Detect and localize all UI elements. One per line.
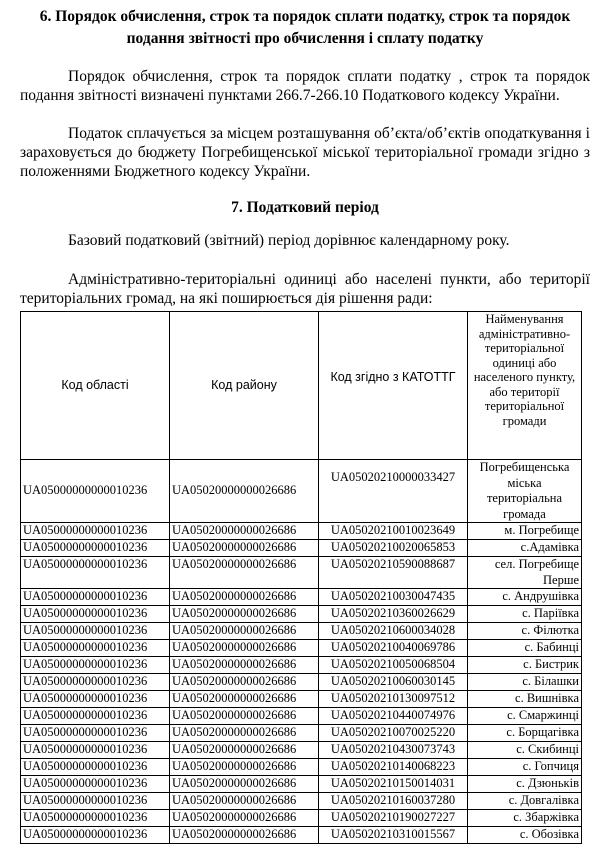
oblast-code-cell: UA05000000000010236 bbox=[21, 708, 170, 725]
katottg-code-cell: UA05020210440074976 bbox=[319, 708, 468, 725]
rayon-code-cell: UA05020000000026686 bbox=[170, 793, 319, 810]
territory-name-cell: с. Андрушівка bbox=[468, 589, 582, 606]
table-row bbox=[21, 776, 582, 793]
rayon-code-cell: UA05020000000026686 bbox=[170, 708, 319, 725]
table-row bbox=[21, 708, 582, 725]
territory-name-cell: с. Гопчиця bbox=[468, 759, 582, 776]
table-row bbox=[21, 793, 582, 810]
oblast-code-cell: UA05000000000010236 bbox=[21, 827, 170, 844]
katottg-code-cell: UA05020210360026629 bbox=[319, 606, 468, 623]
territory-name-cell: м. Погребище bbox=[468, 523, 582, 540]
territory-name-cell: с. Білашки bbox=[468, 674, 582, 691]
oblast-code-cell: UA05000000000010236 bbox=[21, 523, 170, 540]
oblast-code-cell: UA05000000000010236 bbox=[21, 460, 170, 523]
table-row bbox=[21, 810, 582, 827]
rayon-code-cell: UA05020000000026686 bbox=[170, 742, 319, 759]
table-row bbox=[21, 657, 582, 674]
section6-heading-line1: 6. Порядок обчислення, строк та порядок сплати податку, строк та порядок bbox=[39, 8, 571, 25]
rayon-code-cell: UA05020000000026686 bbox=[170, 623, 319, 640]
territory-name-cell: с. Довгалівка bbox=[468, 793, 582, 810]
oblast-code-cell: UA05000000000010236 bbox=[21, 657, 170, 674]
section7-heading: 7. Податковий період bbox=[231, 199, 379, 216]
table-row bbox=[21, 623, 582, 640]
section6-heading-line2: подання звітності про обчислення і сплату податку bbox=[126, 30, 484, 47]
rayon-code-cell: UA05020000000026686 bbox=[170, 557, 319, 589]
rayon-code-cell: UA05020000000026686 bbox=[170, 691, 319, 708]
table-row bbox=[21, 589, 582, 606]
rayon-code-cell: UA05020000000026686 bbox=[170, 606, 319, 623]
table-row bbox=[21, 523, 582, 540]
header-rayon-code: Код району bbox=[170, 312, 319, 460]
table-row bbox=[21, 691, 582, 708]
oblast-code-cell: UA05000000000010236 bbox=[21, 557, 170, 589]
territory-name-cell: с. Обозівка bbox=[468, 827, 582, 844]
oblast-code-cell: UA05000000000010236 bbox=[21, 540, 170, 557]
table-row bbox=[21, 742, 582, 759]
oblast-code-cell: UA05000000000010236 bbox=[21, 623, 170, 640]
territory-name-cell: с. Паріївка bbox=[468, 606, 582, 623]
katottg-code-cell: UA05020210030047435 bbox=[319, 589, 468, 606]
table-row bbox=[21, 725, 582, 742]
katottg-code-cell: UA05020210430073743 bbox=[319, 742, 468, 759]
rayon-code-cell: UA05020000000026686 bbox=[170, 827, 319, 844]
territory-name-cell: с. Збаржівка bbox=[468, 810, 582, 827]
table-row bbox=[21, 557, 582, 589]
katottg-code-cell: UA05020210590088687 bbox=[319, 557, 468, 589]
katottg-code-cell: UA05020210600034028 bbox=[319, 623, 468, 640]
header-oblast-code: Код області bbox=[21, 312, 170, 460]
rayon-code-cell: UA05020000000026686 bbox=[170, 776, 319, 793]
katottg-code-cell: UA05020210000033427 bbox=[319, 460, 468, 523]
header-katottg-code: Код згідно з КАТОТТГ bbox=[319, 312, 468, 460]
rayon-code-cell: UA05020000000026686 bbox=[170, 674, 319, 691]
territories-table bbox=[20, 311, 582, 844]
territory-name-cell: Погребищенська міська територіальна громада bbox=[468, 460, 582, 523]
territory-name-cell: с. Дзюньків bbox=[468, 776, 582, 793]
table-row bbox=[21, 460, 582, 523]
section6-paragraph-2: Податок сплачується за місцем розташування об’єкта/об’єктів оподаткування і зараховується до бюджету Погребищенської міської територіальної громади згідно з положеннями Бюджетного кодексу України. bbox=[20, 125, 590, 180]
rayon-code-cell: UA05020000000026686 bbox=[170, 657, 319, 674]
table-body bbox=[21, 460, 582, 844]
katottg-code-cell: UA05020210050068504 bbox=[319, 657, 468, 674]
rayon-code-cell: UA05020000000026686 bbox=[170, 523, 319, 540]
rayon-code-cell: UA05020000000026686 bbox=[170, 725, 319, 742]
table-row bbox=[21, 827, 582, 844]
oblast-code-cell: UA05000000000010236 bbox=[21, 674, 170, 691]
section7-paragraph-2: Адміністративно-територіальні одиниці або населені пункти, або території територіальних громад, на які поширюється дія рішення ради: bbox=[20, 271, 590, 307]
rayon-code-cell: UA05020000000026686 bbox=[170, 810, 319, 827]
territory-name-cell: с. Смаржинці bbox=[468, 708, 582, 725]
oblast-code-cell: UA05000000000010236 bbox=[21, 742, 170, 759]
header-territory-name: Найменування адміністративно-територіальної одиниці або населеного пункту, або території територіальної громади bbox=[468, 312, 582, 460]
oblast-code-cell: UA05000000000010236 bbox=[21, 640, 170, 657]
oblast-code-cell: UA05000000000010236 bbox=[21, 691, 170, 708]
oblast-code-cell: UA05000000000010236 bbox=[21, 725, 170, 742]
katottg-code-cell: UA05020210020065853 bbox=[319, 540, 468, 557]
territory-name-cell: с. Скибинці bbox=[468, 742, 582, 759]
territory-name-cell: сел. Погребище Перше bbox=[468, 557, 582, 589]
oblast-code-cell: UA05000000000010236 bbox=[21, 759, 170, 776]
table-row bbox=[21, 640, 582, 657]
katottg-code-cell: UA05020210040069786 bbox=[319, 640, 468, 657]
section6-paragraph-1: Порядок обчислення, строк та порядок сплати податку , строк та порядок подання звітності визначені пунктами 266.7-266.10 Податкового кодексу України. bbox=[20, 68, 590, 104]
oblast-code-cell: UA05000000000010236 bbox=[21, 606, 170, 623]
oblast-code-cell: UA05000000000010236 bbox=[21, 776, 170, 793]
oblast-code-cell: UA05000000000010236 bbox=[21, 810, 170, 827]
territory-name-cell: с. Борщагівка bbox=[468, 725, 582, 742]
table-row bbox=[21, 759, 582, 776]
katottg-code-cell: UA05020210190027227 bbox=[319, 810, 468, 827]
rayon-code-cell: UA05020000000026686 bbox=[170, 460, 319, 523]
territory-name-cell: с. Бистрик bbox=[468, 657, 582, 674]
territory-name-cell: с.Адамівка bbox=[468, 540, 582, 557]
katottg-code-cell: UA05020210310015567 bbox=[319, 827, 468, 844]
katottg-code-cell: UA05020210060030145 bbox=[319, 674, 468, 691]
rayon-code-cell: UA05020000000026686 bbox=[170, 759, 319, 776]
table-row bbox=[21, 540, 582, 557]
section7-paragraph-1: Базовий податковий (звітний) період дорівнює календарному року. bbox=[68, 232, 510, 249]
rayon-code-cell: UA05020000000026686 bbox=[170, 540, 319, 557]
oblast-code-cell: UA05000000000010236 bbox=[21, 589, 170, 606]
katottg-code-cell: UA05020210150014031 bbox=[319, 776, 468, 793]
territory-name-cell: с. Філютка bbox=[468, 623, 582, 640]
rayon-code-cell: UA05020000000026686 bbox=[170, 640, 319, 657]
territory-name-cell: с. Бабинці bbox=[468, 640, 582, 657]
table-row bbox=[21, 674, 582, 691]
oblast-code-cell: UA05000000000010236 bbox=[21, 793, 170, 810]
table-header-row bbox=[21, 312, 582, 460]
table-row bbox=[21, 606, 582, 623]
rayon-code-cell: UA05020000000026686 bbox=[170, 589, 319, 606]
katottg-code-cell: UA05020210130097512 bbox=[319, 691, 468, 708]
katottg-code-cell: UA05020210010023649 bbox=[319, 523, 468, 540]
territory-name-cell: с. Вишнівка bbox=[468, 691, 582, 708]
katottg-code-cell: UA05020210070025220 bbox=[319, 725, 468, 742]
katottg-code-cell: UA05020210140068223 bbox=[319, 759, 468, 776]
katottg-code-cell: UA05020210160037280 bbox=[319, 793, 468, 810]
